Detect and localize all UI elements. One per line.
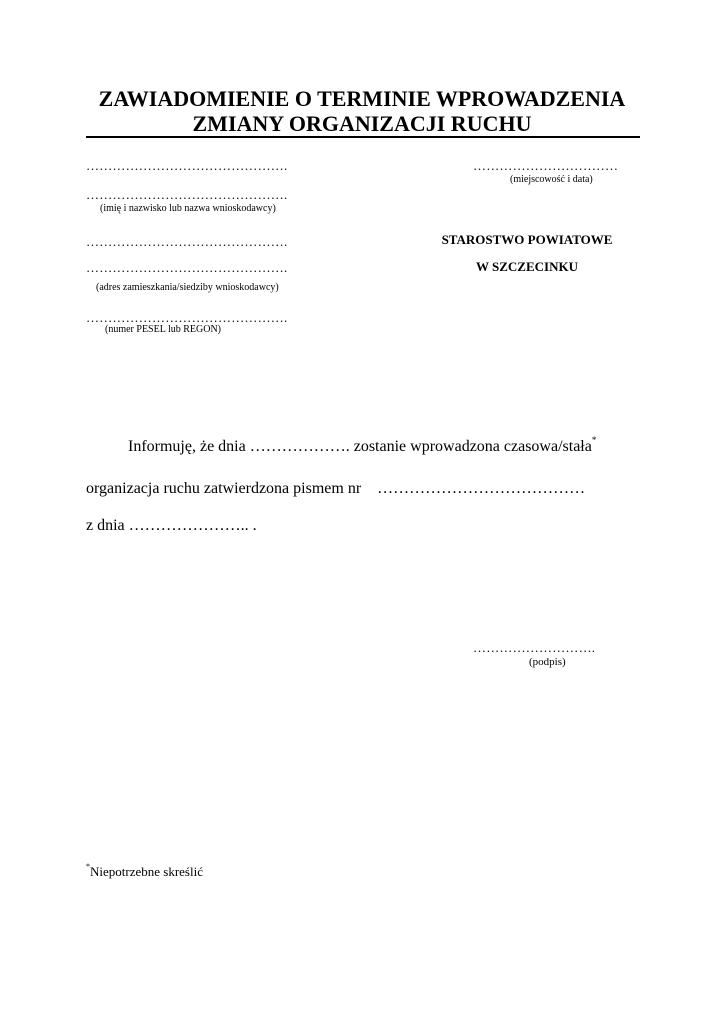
title-divider: [86, 136, 640, 138]
signature-caption: (podpis): [529, 656, 566, 668]
footnote: [86, 864, 203, 880]
applicant-name-field-line1: ……………………………………….: [86, 158, 288, 173]
statement-asterisk: *: [591, 435, 597, 445]
statement-line2: organizacja ruchu zatwierdzona pismem nr …………………………………: [86, 480, 586, 497]
statement-line3: z dnia ………………….. .: [86, 517, 257, 534]
applicant-name-field-line2: ……………………………………….: [86, 187, 288, 202]
applicant-address-field-line1: ……………………………………….: [86, 234, 288, 249]
statement-line1-text: Informuję, że dnia ………………. zostanie wprowadzona czasowa/stała: [128, 438, 592, 455]
applicant-address-caption: (adres zamieszkania/siedziby wnioskodawcy): [96, 282, 279, 293]
document-title-line1: ZAWIADOMIENIE O TERMINIE WPROWADZENIA: [98, 86, 626, 111]
recipient-office-line1: STAROSTWO POWIATOWE: [441, 232, 613, 247]
place-date-caption: (miejscowość i data): [510, 174, 593, 185]
document-title-line2: ZMIANY ORGANIZACJI RUCHU: [192, 111, 532, 136]
footnote-asterisk: *: [86, 862, 90, 871]
applicant-id-caption: (numer PESEL lub REGON): [105, 324, 222, 335]
place-date-field: ……………………………: [473, 158, 619, 173]
applicant-id-field: ……………………………………….: [86, 310, 288, 325]
statement-line1: [128, 435, 597, 456]
footnote-text: Niepotrzebne skreślić: [90, 864, 203, 879]
applicant-name-caption: (imię i nazwisko lub nazwa wnioskodawcy): [100, 203, 276, 214]
recipient-office-line2: W SZCZECINKU: [476, 259, 578, 274]
signature-field: ……………………….: [473, 640, 596, 655]
applicant-address-field-line2: ……………………………………….: [86, 260, 288, 275]
